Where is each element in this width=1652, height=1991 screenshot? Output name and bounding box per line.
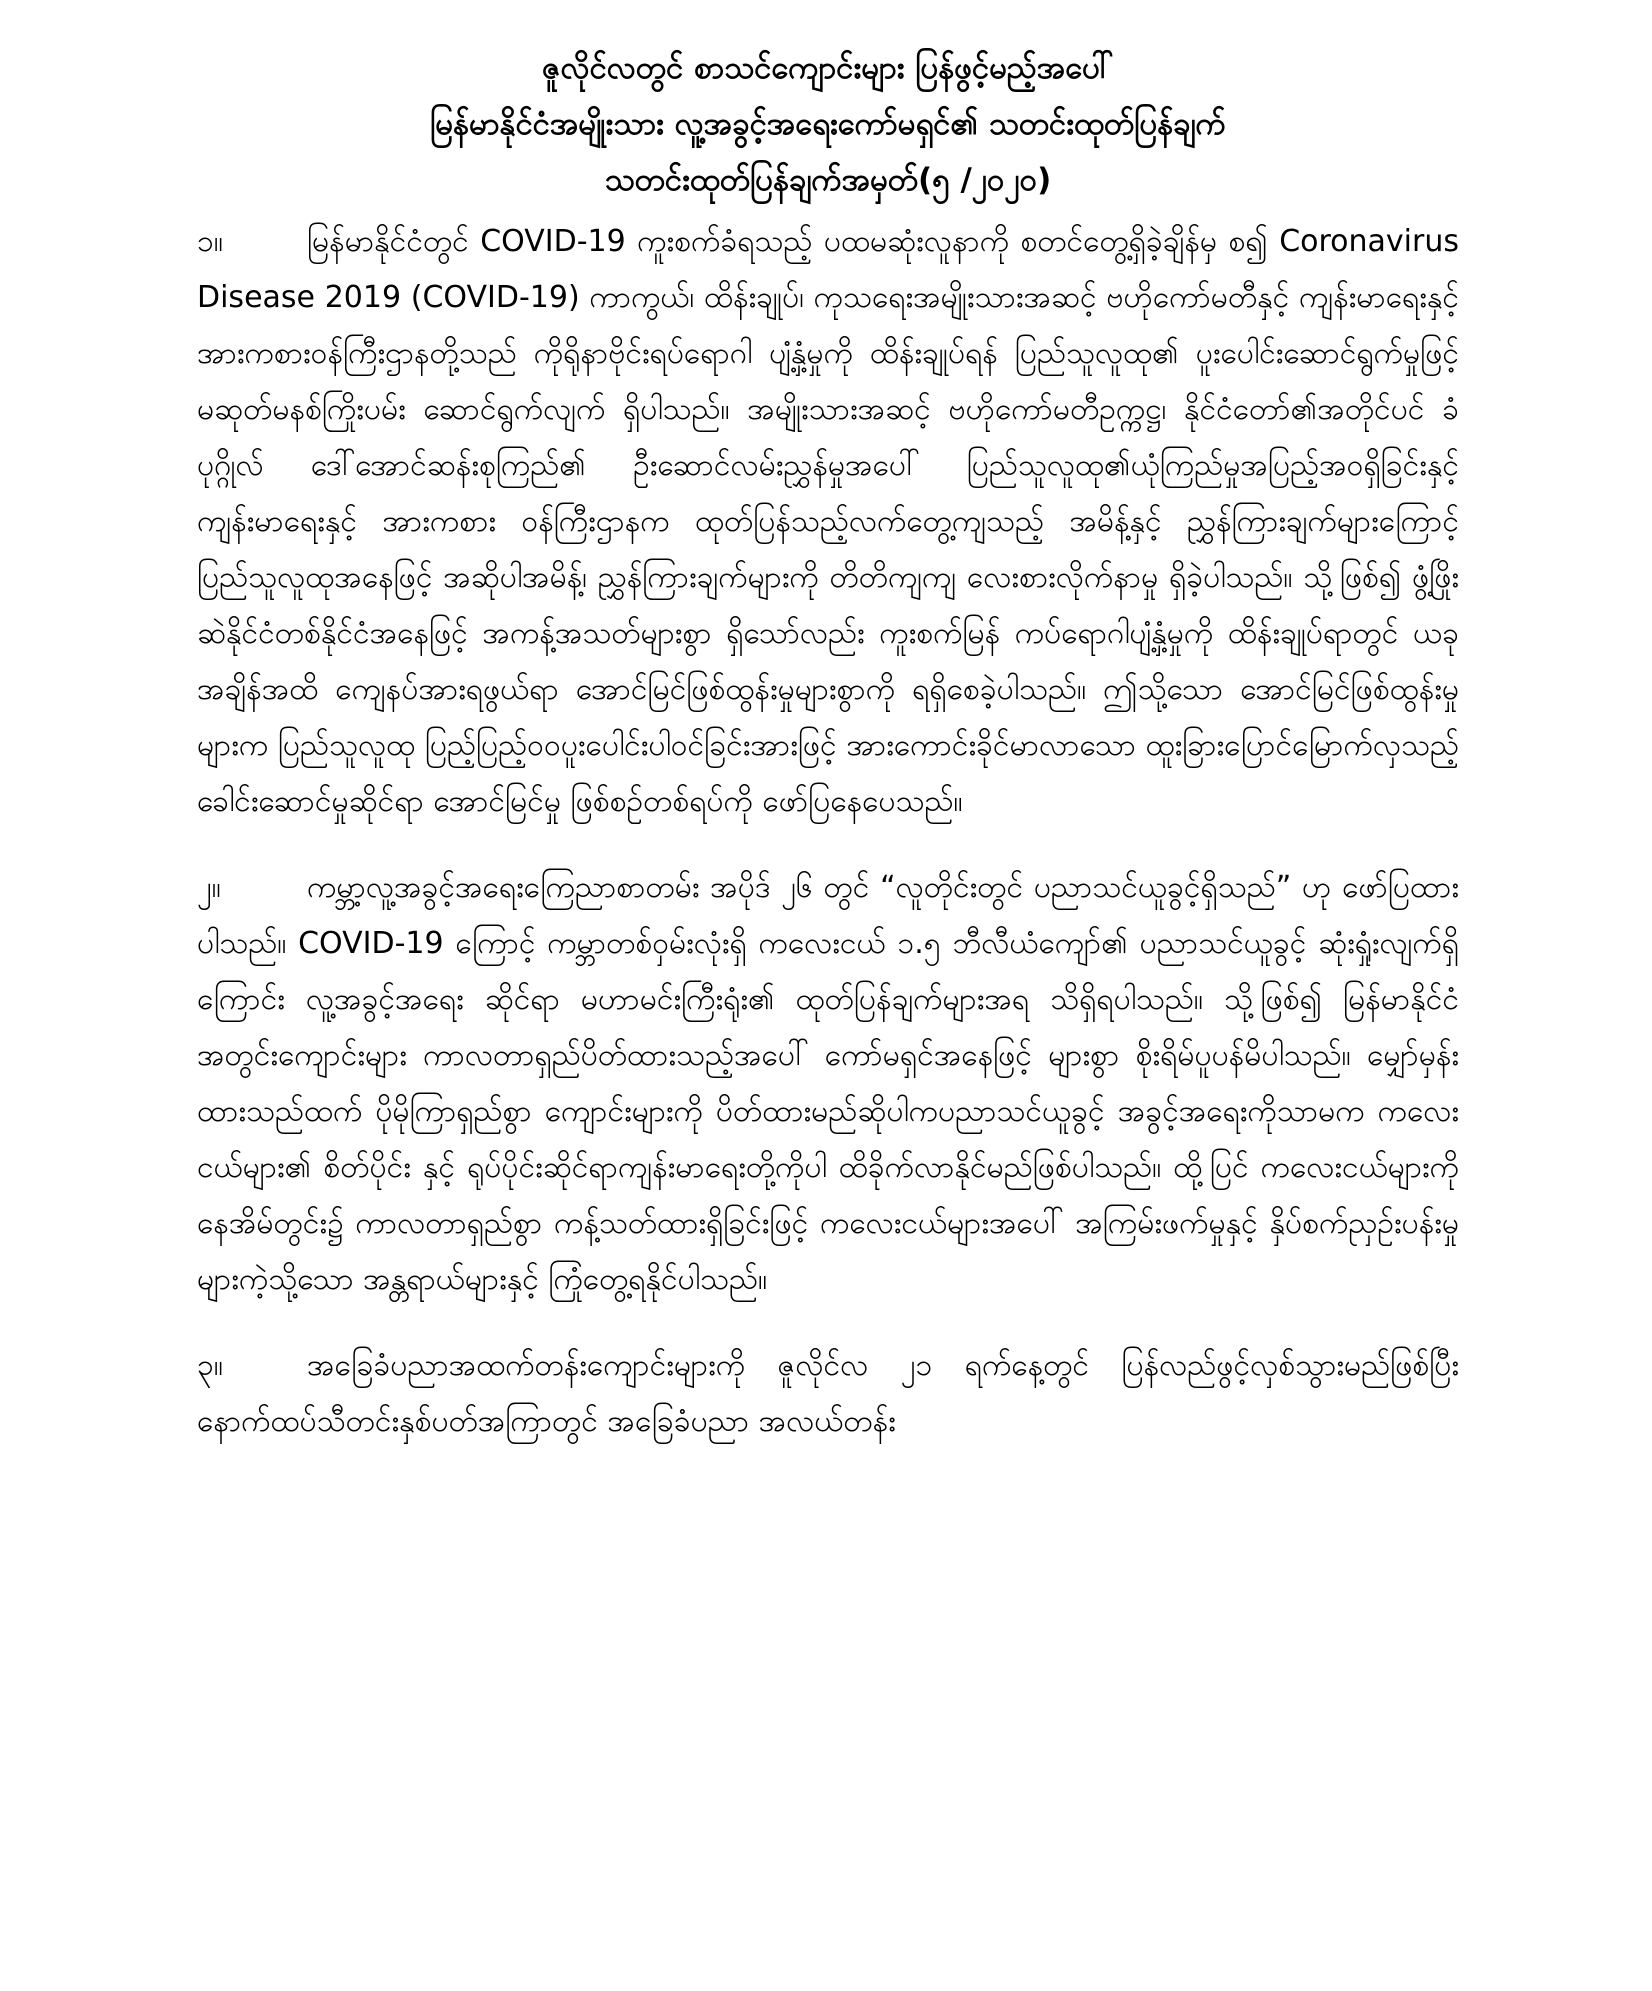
paragraph-1: [197, 214, 1459, 830]
paragraph-number: ၂။: [197, 870, 221, 905]
paragraph-number: ၃။: [197, 1348, 223, 1383]
paragraph-3: [197, 1338, 1459, 1450]
header-title-line2: မြန်မာနိုင်ငံအမျိုးသား လူ့အခွင့်အရေးကော်မရှင်၏ သတင်းထုတ်ပြန်ချက်: [430, 106, 1226, 142]
header-release-number: သတင်းထုတ်ပြန်ချက်အမှတ်(၅ /၂၀၂၀): [604, 162, 1052, 198]
press-release-page: [197, 40, 1459, 1480]
paragraph-number: ၁။: [197, 224, 223, 259]
paragraph-text: အခြေခံပညာအထက်တန်းကျောင်းများကို ဇူလိုင်လ ၂၁ ရက်နေ့တွင် ပြန်လည်ဖွင့်လှစ်သွားမည်ဖြစ်ပြီး နောက်ထပ်သီတင်းနှစ်ပတ်အကြာတွင် အခြေခံပညာ အလယ်တန်း: [197, 1348, 1459, 1439]
paragraph-text: မြန်မာနိုင်ငံတွင် COVID-19 ကူးစက်ခံရသည့် ပထမဆုံးလူနာကို စတင်တွေ့ရှိခဲ့ချိန်မှ စ၍ Coronavirus Disease 2019 (COVID-19) ကာကွယ်၊ ထိန်းချုပ်၊ ကုသရေးအမျိုးသားအဆင့် ဗဟိုကော်မတီနှင့် ကျန်းမာရေးနှင့် အားကစားဝန်ကြီးဌာနတို့သည် ကိုရိုနာဗိုင်းရပ်ရောဂါ ပျံ့နှံ့မှုကို ထိန်းချုပ်ရန် ပြည်သူလူထု၏ ပူးပေါင်းဆောင်ရွက်မှုဖြင့် မဆုတ်မနစ်ကြိုးပမ်း ဆောင်ရွက်လျက် ရှိပါသည်။ အမျိုးသားအဆင့် ဗဟိုကော်မတီဥက္ကဋ္ဌ၊ နိုင်ငံတော်၏အတိုင်ပင် ခံပုဂ္ဂိုလ် ဒေါ်အောင်ဆန်းစုကြည်၏ ဦးဆောင်လမ်းညွှန်မှုအပေါ် ပြည်သူလူထု၏ယုံကြည်မှုအပြည့်အဝရှိခြင်းနှင့် ကျန်းမာရေးနှင့် အားကစား ဝန်ကြီးဌာနက ထုတ်ပြန်သည့်လက်တွေ့ကျသည့် အမိန့်နှင့် ညွှန်ကြားချက်များကြောင့် ပြည်သူလူထုအနေဖြင့် အဆိုပါအမိန့်၊ ညွှန်ကြားချက်များကို တိတိကျကျ လေးစားလိုက်နာမှု ရှိခဲ့ပါသည်။ သို့ဖြစ်၍ ဖွံ့ဖြိုးဆဲနိုင်ငံတစ်နိုင်ငံအနေဖြင့် အကန့်အသတ်များစွာ ရှိသော်လည်း ကူးစက်မြန် ကပ်ရောဂါပျံ့နှံ့မှုကို ထိန်းချုပ်ရာတွင် ယခုအချိန်အထိ ကျေနပ်အားရဖွယ်ရာ အောင်မြင်ဖြစ်ထွန်းမှုများစွာကို ရရှိစေခဲ့ပါသည်။ ဤသို့သော အောင်မြင်ဖြစ်ထွန်းမှုများက ပြည်သူလူထု ပြည့်ပြည့်ဝဝပူးပေါင်းပါဝင်ခြင်းအားဖြင့် အားကောင်းခိုင်မာလာသော ထူးခြားပြောင်မြောက်လှသည့်ခေါင်းဆောင်မှုဆိုင်ရာ အောင်မြင်မှု ဖြစ်စဉ်တစ်ရပ်ကို ဖော်ပြနေပေသည်။: [197, 224, 1459, 819]
header-title-line1: ဇူလိုင်လတွင် စာသင်ကျောင်းများ ပြန်ဖွင့်မည့်အပေါ်: [542, 50, 1114, 86]
document-header: [197, 40, 1459, 208]
paragraph-text: ကမ္ဘာ့လူ့အခွင့်အရေးကြေညာစာတမ်း အပိုဒ် ၂၆ တွင် “လူတိုင်းတွင် ပညာသင်ယူခွင့်ရှိသည်” ဟု ဖော်ပြထားပါသည်။ COVID-19 ကြောင့် ကမ္ဘာတစ်ဝှမ်းလုံးရှိ ကလေးငယ် ၁.၅ ဘီလီယံကျော်၏ ပညာသင်ယူခွင့် ဆုံးရှုံးလျက်ရှိကြောင်း လူ့အခွင့်အရေး ဆိုင်ရာ မဟာမင်းကြီးရုံး၏ ထုတ်ပြန်ချက်များအရ သိရှိရပါသည်။ သို့ဖြစ်၍ မြန်မာနိုင်ငံအတွင်းကျောင်းများ ကာလတာရှည်ပိတ်ထားသည့်အပေါ် ကော်မရှင်အနေဖြင့် များစွာ စိုးရိမ်ပူပန်မိပါသည်။ မျှော်မှန်းထားသည်ထက် ပိုမိုကြာရှည်စွာ ကျောင်းများကို ပိတ်ထားမည်ဆိုပါကပညာသင်ယူခွင့် အခွင့်အရေးကိုသာမက ကလေးငယ်များ၏ စိတ်ပိုင်း နှင့် ရုပ်ပိုင်းဆိုင်ရာကျန်းမာရေးတို့ကိုပါ ထိခိုက်လာနိုင်မည်ဖြစ်ပါသည်။ ထို့ပြင် ကလေးငယ်များကို နေအိမ်တွင်း၌ ကာလတာရှည်စွာ ကန့်သတ်ထားရှိခြင်းဖြင့် ကလေးငယ်များအပေါ် အကြမ်းဖက်မှုနှင့် နှိပ်စက်ညှဉ်းပန်းမှုများကဲ့သို့သော အန္တရာယ်များနှင့် ကြုံတွေ့ရနိုင်ပါသည်။: [197, 870, 1459, 1297]
paragraph-2: [197, 860, 1459, 1308]
